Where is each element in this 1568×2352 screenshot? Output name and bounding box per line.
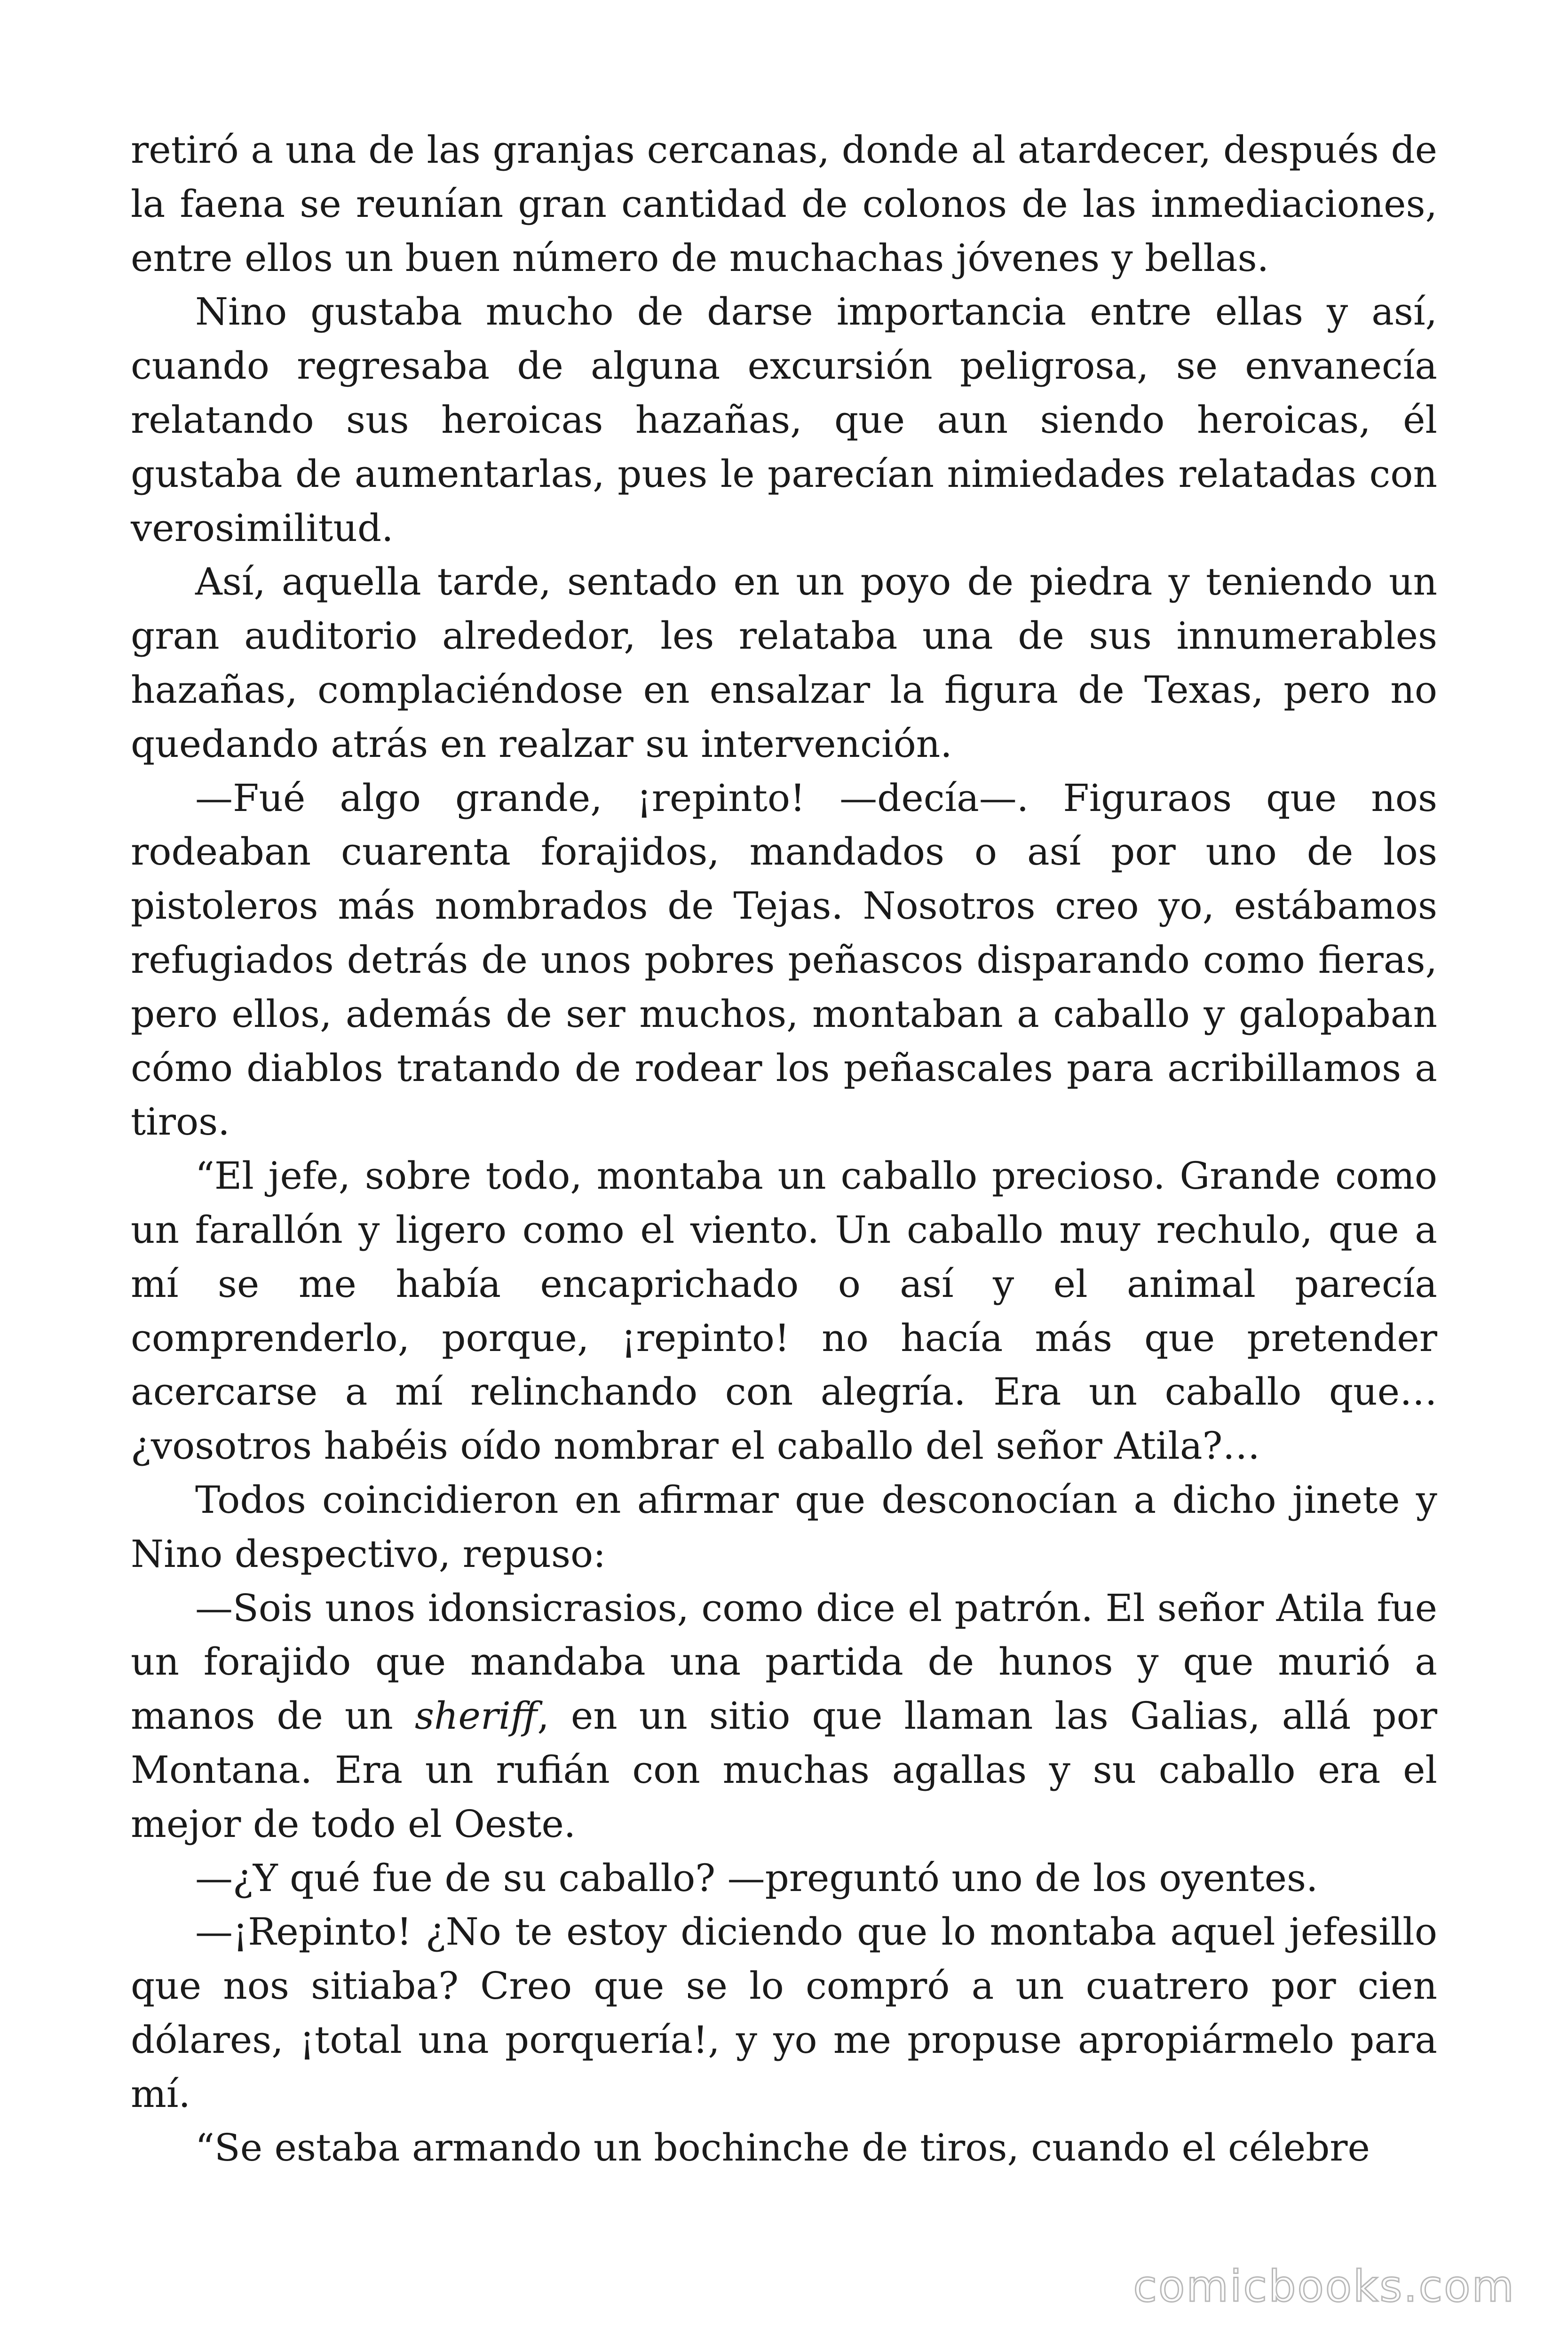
atila-text-before: —Sois unos idonsicrasios, como dice el patrón. El señor Atila fue un forajido que mandaba una partida de hunos y que murió a manos de un (131, 1586, 1437, 1738)
italic-word-sheriff: sheriff (414, 1694, 538, 1738)
paragraph-el-jefe: “El jefe, sobre todo, montaba un caballo precioso. Grande como un farallón y ligero como el viento. Un caballo muy rechulo, que a mí se me había encaprichado o así y el animal parecía comprenderlo, porque, ¡repinto! no hacía más que pretender acercarse a mí relinchando con alegría. Era un caballo que… ¿vosotros habéis oído nombrar el caballo del señor Atila?… (131, 1154, 1437, 1468)
paragraph-se-estaba-armando: “Se estaba armando un bochinche de tiros, cuando el célebre (195, 2126, 1370, 2170)
paragraph-todos-coincidieron: Todos coincidieron en afirmar que desconocían a dicho jinete y Nino despectivo, repuso: (131, 1478, 1437, 1576)
atila-text-after: , en un sitio que llaman las Galias, allá por Montana. Era un rufián con muchas agallas y su caballo era el mejor de todo el Oeste. (131, 1694, 1437, 1846)
paragraph-repinto: —¡Repinto! ¿No te estoy diciendo que lo montaba aquel jefesillo que nos sitiaba? Creo que se lo compró a un cuatrero por cien dólares, ¡total una porquería!, y yo me propuse apropiármelo para mí. (131, 1910, 1437, 2116)
paragraph-nino-boasting: Nino gustaba mucho de darse importancia entre ellas y así, cuando regresaba de alguna excursión peligrosa, se envanecía relatando sus heroicas hazañas, que aun siendo heroicas, él gustaba de aumentarlas, pues le parecían nimiedades relatadas con verosimilitud. (131, 290, 1437, 550)
paragraph-fue-algo-grande: —Fué algo grande, ¡repinto! —decía—. Figuraos que nos rodeaban cuarenta forajidos, mandados o así por uno de los pistoleros más nombrados de Tejas. Nosotros creo yo, estábamos refugiados detrás de unos pobres peñascos disparando como fieras, pero ellos, además de ser muchos, montaban a caballo y galopaban cómo diablos tratando de rodear los peñascales para acribillamos a tiros. (131, 776, 1437, 1144)
paragraph-sois-unos (131, 1581, 1437, 1851)
watermark-logo: comicbooks.com (1133, 2261, 1515, 2312)
paragraph-afternoon: Así, aquella tarde, sentado en un poyo de piedra y teniendo un gran auditorio alrededor, les relataba una de sus innumerables hazañas, complaciéndose en ensalzar la figura de Texas, pero no quedando atrás en realzar su intervención. (131, 560, 1437, 766)
body-text (131, 123, 1437, 2175)
paragraph-continuation: retiró a una de las granjas cercanas, donde al atardecer, después de la faena se reunían gran cantidad de colonos de las inmediaciones, entre ellos un buen número de muchachas jóvenes y bellas. (131, 128, 1437, 280)
paragraph-que-fue-de-su-caballo: —¿Y qué fue de su caballo? —preguntó uno de los oyentes. (195, 1856, 1318, 1900)
